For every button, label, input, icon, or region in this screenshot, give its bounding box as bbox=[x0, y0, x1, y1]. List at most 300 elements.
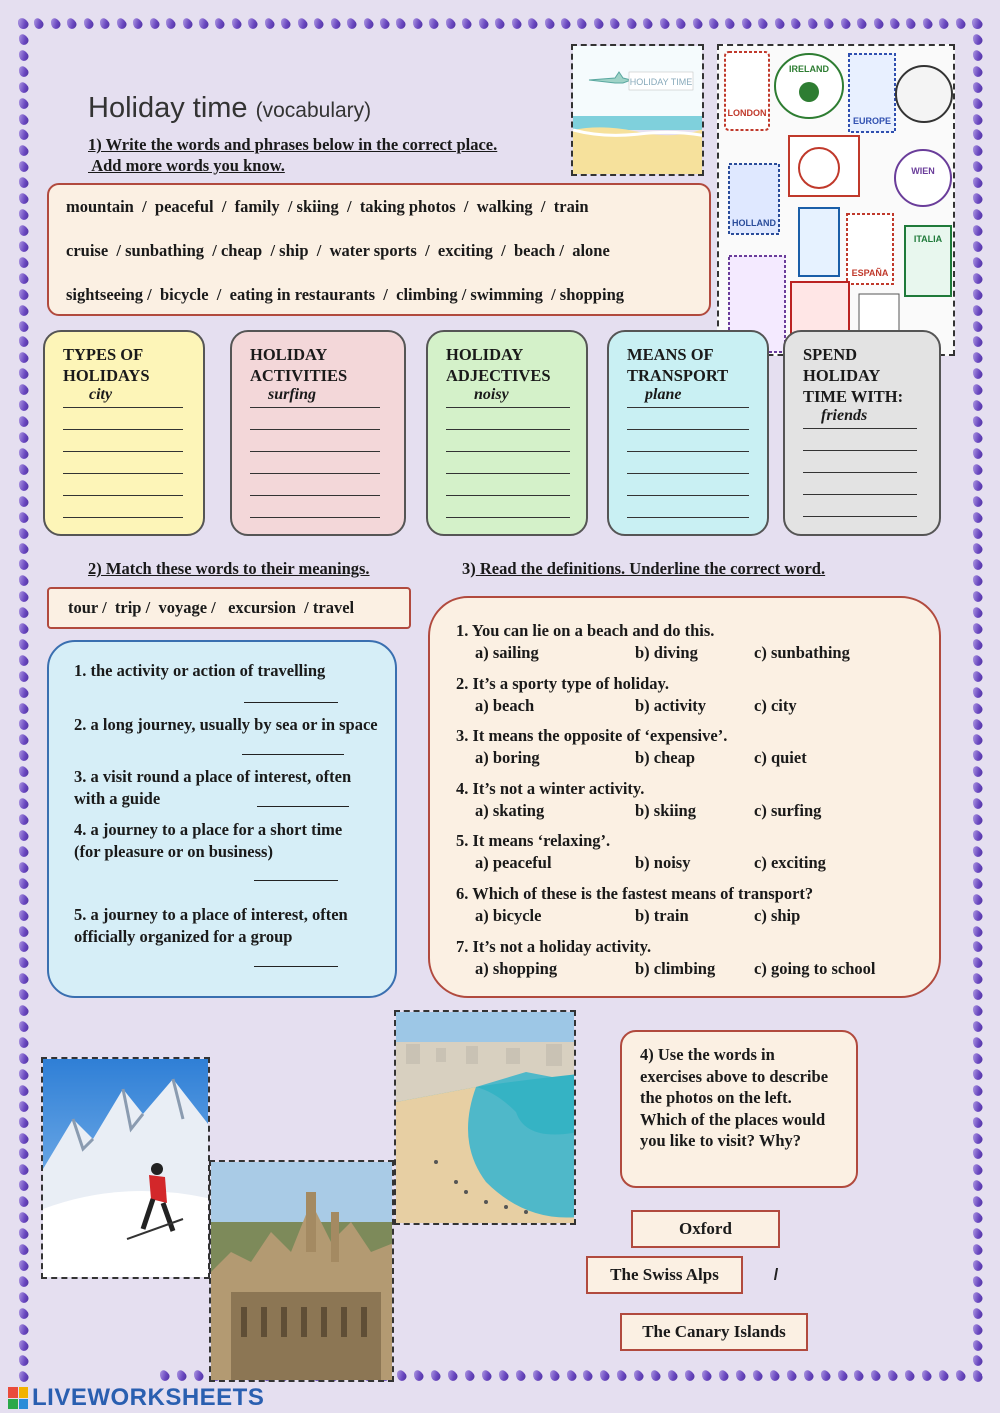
heart-border-icon bbox=[970, 271, 983, 285]
answer-blank[interactable] bbox=[242, 754, 344, 755]
heart-border-icon bbox=[970, 988, 983, 1002]
heart-border-icon bbox=[16, 399, 29, 413]
svg-text:ITALIA: ITALIA bbox=[913, 234, 943, 244]
heart-border-icon bbox=[564, 1368, 577, 1382]
example-answer: plane bbox=[627, 386, 749, 408]
heart-border-icon bbox=[970, 637, 983, 651]
heart-border-icon bbox=[16, 335, 29, 349]
heart-border-icon bbox=[970, 1163, 983, 1177]
option-c[interactable]: c) sunbathing bbox=[754, 642, 850, 662]
heart-border-icon bbox=[49, 16, 62, 30]
heart-border-icon bbox=[970, 303, 983, 317]
option-c[interactable]: c) quiet bbox=[754, 747, 807, 767]
heart-border-icon bbox=[16, 32, 29, 46]
definitions-box bbox=[47, 640, 397, 998]
answer-blank[interactable] bbox=[244, 702, 338, 703]
multiple-choice-box bbox=[428, 596, 941, 998]
option-b[interactable]: b) diving bbox=[635, 642, 698, 662]
option-c[interactable]: c) exciting bbox=[754, 852, 826, 872]
heart-border-icon bbox=[16, 1035, 29, 1049]
question-text: 3. It means the opposite of ‘expensive’. bbox=[456, 726, 728, 745]
definition-4: 4. a journey to a place for a short time (for pleasure or on business) bbox=[74, 820, 343, 861]
heart-border-icon bbox=[970, 383, 983, 397]
heart-border-icon bbox=[497, 1368, 510, 1382]
example-answer: city bbox=[63, 386, 183, 408]
heart-border-icon bbox=[16, 80, 29, 94]
heart-border-icon bbox=[16, 1004, 29, 1018]
answer-line[interactable] bbox=[803, 451, 917, 473]
heart-border-icon bbox=[970, 1306, 983, 1320]
heart-border-icon bbox=[192, 1368, 205, 1382]
category-spend-holiday-time-with: SPEND HOLIDAY TIME WITH: friends bbox=[783, 330, 941, 536]
heart-border-icon bbox=[970, 1083, 983, 1097]
heart-border-icon bbox=[164, 16, 177, 30]
heart-border-icon bbox=[970, 319, 983, 333]
option-a[interactable]: a) beach bbox=[475, 695, 535, 715]
heart-border-icon bbox=[16, 622, 29, 636]
svg-text:HOLLAND: HOLLAND bbox=[732, 218, 776, 228]
heart-border-icon bbox=[970, 1195, 983, 1209]
heart-border-icon bbox=[16, 717, 29, 731]
question-1 bbox=[456, 620, 850, 663]
heart-border-icon bbox=[16, 908, 29, 922]
heart-border-icon bbox=[970, 669, 983, 683]
heart-border-icon bbox=[16, 526, 29, 540]
heart-border-icon bbox=[970, 590, 983, 604]
option-c[interactable]: c) surfing bbox=[754, 800, 822, 820]
answer-line[interactable] bbox=[627, 496, 749, 518]
heart-border-icon bbox=[822, 16, 835, 30]
heart-border-icon bbox=[16, 208, 29, 222]
question-text: 6. Which of these is the fastest means of transport? bbox=[456, 884, 814, 903]
heart-border-icon bbox=[16, 271, 29, 285]
match-words-box: tour / trip / voyage / excursion / travel bbox=[47, 587, 411, 629]
heart-border-icon bbox=[575, 16, 588, 30]
heart-border-icon bbox=[954, 16, 967, 30]
heart-border-icon bbox=[197, 16, 210, 30]
option-c[interactable]: c) ship bbox=[754, 905, 801, 925]
answer-line[interactable] bbox=[627, 452, 749, 474]
heart-border-icon bbox=[970, 829, 983, 843]
heart-border-icon bbox=[16, 223, 29, 237]
category-means-of-transport: MEANS OF TRANSPORT plane bbox=[607, 330, 769, 536]
heart-border-icon bbox=[16, 1147, 29, 1161]
heart-border-icon bbox=[970, 287, 983, 301]
heart-border-icon bbox=[16, 876, 29, 890]
svg-text:LONDON: LONDON bbox=[727, 108, 767, 118]
heart-border-icon bbox=[649, 1368, 662, 1382]
answer-line[interactable] bbox=[250, 430, 380, 452]
answer-line[interactable] bbox=[63, 408, 183, 430]
heart-border-icon bbox=[16, 1338, 29, 1352]
option-b[interactable]: b) activity bbox=[635, 695, 707, 715]
heart-border-icon bbox=[818, 1368, 831, 1382]
option-c[interactable]: c) going to school bbox=[754, 958, 876, 978]
heart-border-icon bbox=[970, 144, 983, 158]
option-b[interactable]: b) cheap bbox=[635, 747, 696, 767]
heart-border-icon bbox=[756, 16, 769, 30]
heart-border-icon bbox=[16, 924, 29, 938]
heart-border-icon bbox=[16, 892, 29, 906]
heart-border-icon bbox=[16, 733, 29, 747]
heart-border-icon bbox=[871, 16, 884, 30]
heart-border-icon bbox=[328, 16, 341, 30]
answer-blank[interactable] bbox=[254, 966, 338, 967]
heart-border-icon bbox=[970, 80, 983, 94]
heart-border-icon bbox=[16, 1195, 29, 1209]
answer-line[interactable] bbox=[446, 430, 570, 452]
answer-line[interactable] bbox=[250, 474, 380, 496]
heart-border-icon bbox=[16, 112, 29, 126]
liveworksheets-logo-icon bbox=[8, 1387, 28, 1409]
heart-border-icon bbox=[147, 16, 160, 30]
heart-border-icon bbox=[16, 192, 29, 206]
heart-border-icon bbox=[970, 701, 983, 715]
heart-border-icon bbox=[16, 765, 29, 779]
heart-border-icon bbox=[970, 1370, 983, 1383]
stamps-collage-image bbox=[717, 44, 955, 356]
heart-border-icon bbox=[740, 16, 753, 30]
heart-border-icon bbox=[785, 1368, 798, 1382]
heart-border-icon bbox=[970, 64, 983, 78]
canary-islands-beach-photo bbox=[394, 1010, 576, 1225]
heart-border-icon bbox=[477, 16, 490, 30]
heart-border-icon bbox=[16, 669, 29, 683]
heart-border-icon bbox=[16, 558, 29, 572]
heart-border-icon bbox=[514, 1368, 527, 1382]
question-text: 7. It’s not a holiday activity. bbox=[456, 937, 652, 956]
option-b[interactable]: b) skiing bbox=[635, 800, 696, 820]
heart-border-icon bbox=[526, 16, 539, 30]
heart-border-icon bbox=[904, 16, 917, 30]
heart-border-icon bbox=[32, 16, 45, 30]
answer-line[interactable] bbox=[446, 474, 570, 496]
heart-border-icon bbox=[16, 1370, 29, 1383]
heart-border-icon bbox=[16, 510, 29, 524]
heart-border-icon bbox=[16, 972, 29, 986]
heart-border-icon bbox=[16, 940, 29, 954]
heart-border-icon bbox=[429, 1368, 442, 1382]
heart-border-icon bbox=[970, 399, 983, 413]
heart-border-icon bbox=[903, 1368, 916, 1382]
heart-border-icon bbox=[839, 16, 852, 30]
heart-border-icon bbox=[16, 1115, 29, 1129]
answer-line[interactable] bbox=[63, 430, 183, 452]
heart-border-icon bbox=[970, 606, 983, 620]
heart-border-icon bbox=[16, 1131, 29, 1145]
heart-border-icon bbox=[463, 1368, 476, 1382]
heart-border-icon bbox=[460, 16, 473, 30]
heart-border-icon bbox=[16, 1211, 29, 1225]
option-b[interactable]: b) noisy bbox=[635, 852, 691, 872]
heart-border-icon bbox=[970, 860, 983, 874]
heart-border-icon bbox=[16, 1242, 29, 1256]
heart-border-icon bbox=[16, 1258, 29, 1272]
heart-border-icon bbox=[683, 1368, 696, 1382]
answer-line[interactable] bbox=[63, 452, 183, 474]
answer-line[interactable] bbox=[63, 496, 183, 518]
option-a[interactable]: a) sailing bbox=[475, 642, 539, 662]
option-a[interactable]: a) peaceful bbox=[475, 852, 552, 872]
heart-border-icon bbox=[970, 1147, 983, 1161]
heart-border-icon bbox=[444, 16, 457, 30]
heart-border-icon bbox=[806, 16, 819, 30]
heart-border-icon bbox=[970, 781, 983, 795]
heart-border-icon bbox=[16, 494, 29, 508]
option-a[interactable]: a) shopping bbox=[475, 958, 558, 978]
heart-border-icon bbox=[970, 415, 983, 429]
heart-border-icon bbox=[970, 542, 983, 556]
heart-border-icon bbox=[16, 48, 29, 62]
heart-border-icon bbox=[970, 765, 983, 779]
heart-border-icon bbox=[970, 797, 983, 811]
heart-border-icon bbox=[160, 1368, 171, 1382]
heart-border-icon bbox=[886, 1368, 899, 1382]
svg-text:EUROPE: EUROPE bbox=[852, 116, 892, 126]
heart-border-icon bbox=[530, 1368, 543, 1382]
option-a[interactable]: a) bicycle bbox=[475, 905, 542, 925]
heart-border-icon bbox=[937, 16, 950, 30]
heart-border-icon bbox=[16, 1020, 29, 1034]
heart-border-icon bbox=[970, 876, 983, 890]
heart-border-icon bbox=[674, 16, 687, 30]
heart-border-icon bbox=[16, 1067, 29, 1081]
heart-border-icon bbox=[888, 16, 901, 30]
heart-border-icon bbox=[16, 415, 29, 429]
heart-border-icon bbox=[131, 16, 144, 30]
small-mark bbox=[774, 1268, 780, 1280]
heart-border-icon bbox=[175, 1368, 188, 1382]
heart-border-icon bbox=[970, 239, 983, 253]
heart-border-icon bbox=[970, 32, 983, 46]
answer-line[interactable] bbox=[250, 408, 380, 430]
heart-border-icon bbox=[361, 16, 374, 30]
holiday-time-banner-image bbox=[571, 44, 704, 176]
heart-border-icon bbox=[180, 16, 193, 30]
definition-2: 2. a long journey, usually by sea or in space bbox=[74, 715, 378, 734]
heart-border-icon bbox=[263, 16, 276, 30]
heart-border-icon bbox=[16, 956, 29, 970]
svg-text:HOLIDAY TIME: HOLIDAY TIME bbox=[629, 77, 693, 87]
heart-border-icon bbox=[970, 1322, 983, 1336]
example-answer: noisy bbox=[446, 386, 570, 408]
heart-border-icon bbox=[412, 1368, 425, 1382]
heart-border-icon bbox=[970, 351, 983, 365]
definition-5: 5. a journey to a place of interest, often officially organized for a group bbox=[74, 905, 348, 946]
example-answer: friends bbox=[803, 407, 917, 429]
heart-border-icon bbox=[16, 239, 29, 253]
heart-border-icon bbox=[16, 367, 29, 381]
heart-border-icon bbox=[970, 335, 983, 349]
liveworksheets-logo: LIVEWORKSHEETS bbox=[8, 1384, 264, 1412]
heart-border-icon bbox=[16, 781, 29, 795]
heart-border-icon bbox=[970, 223, 983, 237]
heart-border-icon bbox=[970, 510, 983, 524]
heart-border-icon bbox=[16, 128, 29, 142]
heart-border-icon bbox=[751, 1368, 764, 1382]
instruction-3: 3) Read the definitions. Underline the correct word. bbox=[462, 559, 826, 578]
heart-border-icon bbox=[707, 16, 720, 30]
heart-border-icon bbox=[723, 16, 736, 30]
heart-border-icon bbox=[16, 351, 29, 365]
heart-border-icon bbox=[98, 16, 111, 30]
heart-border-icon bbox=[509, 16, 522, 30]
question-5 bbox=[456, 830, 826, 873]
answer-line[interactable] bbox=[63, 474, 183, 496]
heart-border-icon bbox=[970, 1258, 983, 1272]
heart-border-icon bbox=[312, 16, 325, 30]
heart-border-icon bbox=[970, 18, 983, 31]
heart-border-icon bbox=[16, 319, 29, 333]
option-a[interactable]: a) skating bbox=[475, 800, 545, 820]
heart-border-icon bbox=[16, 797, 29, 811]
heart-border-icon bbox=[16, 1306, 29, 1320]
heart-border-icon bbox=[970, 924, 983, 938]
heart-border-icon bbox=[16, 1163, 29, 1177]
question-text: 5. It means ‘relaxing’. bbox=[456, 831, 611, 850]
heart-border-icon bbox=[16, 637, 29, 651]
answer-line[interactable] bbox=[446, 408, 570, 430]
option-c[interactable]: c) city bbox=[754, 695, 797, 715]
heart-border-icon bbox=[16, 829, 29, 843]
heart-border-icon bbox=[16, 1322, 29, 1336]
category-types-of-holidays: TYPES OF HOLIDAYS city bbox=[43, 330, 205, 536]
heart-border-icon bbox=[970, 1020, 983, 1034]
answer-line[interactable] bbox=[627, 408, 749, 430]
heart-border-icon bbox=[16, 430, 29, 444]
place-label-oxford: Oxford bbox=[631, 1210, 780, 1248]
heart-border-icon bbox=[608, 16, 621, 30]
heart-border-icon bbox=[16, 813, 29, 827]
heart-border-icon bbox=[789, 16, 802, 30]
heart-border-icon bbox=[625, 16, 638, 30]
heart-border-icon bbox=[16, 1274, 29, 1288]
heart-border-icon bbox=[279, 16, 292, 30]
heart-border-icon bbox=[970, 1115, 983, 1129]
border-left bbox=[14, 18, 32, 1383]
heart-border-icon bbox=[16, 844, 29, 858]
answer-line[interactable] bbox=[446, 452, 570, 474]
heart-border-icon bbox=[970, 176, 983, 190]
heart-border-icon bbox=[768, 1368, 781, 1382]
heart-border-icon bbox=[115, 16, 128, 30]
page-title: Holiday time (vocabulary) bbox=[88, 92, 372, 124]
heart-border-icon bbox=[970, 1274, 983, 1288]
heart-border-icon bbox=[296, 16, 309, 30]
heart-border-icon bbox=[937, 1368, 950, 1382]
heart-border-icon bbox=[394, 16, 407, 30]
heart-border-icon bbox=[970, 717, 983, 731]
answer-line[interactable] bbox=[627, 474, 749, 496]
heart-border-icon bbox=[970, 1035, 983, 1049]
answer-line[interactable] bbox=[446, 496, 570, 518]
instruction-2: 2) Match these words to their meanings. bbox=[88, 559, 370, 578]
heart-border-icon bbox=[16, 1227, 29, 1241]
heart-border-icon bbox=[16, 590, 29, 604]
category-holiday-activities: HOLIDAY ACTIVITIES surfing bbox=[230, 330, 406, 536]
svg-text:ESPAÑA: ESPAÑA bbox=[851, 268, 889, 278]
heart-border-icon bbox=[16, 1051, 29, 1065]
heart-border-icon bbox=[16, 1083, 29, 1097]
heart-border-icon bbox=[690, 16, 703, 30]
instruction-1: 1) Write the words and phrases below in the correct place. Add more words you know. bbox=[88, 135, 498, 175]
heart-border-icon bbox=[547, 1368, 560, 1382]
heart-border-icon bbox=[970, 1227, 983, 1241]
heart-border-icon bbox=[493, 16, 506, 30]
heart-border-icon bbox=[835, 1368, 848, 1382]
answer-line[interactable] bbox=[250, 452, 380, 474]
heart-border-icon bbox=[16, 160, 29, 174]
heart-border-icon bbox=[632, 1368, 645, 1382]
heart-border-icon bbox=[16, 176, 29, 190]
heart-border-icon bbox=[970, 128, 983, 142]
heart-border-icon bbox=[970, 430, 983, 444]
heart-border-icon bbox=[16, 653, 29, 667]
heart-border-icon bbox=[542, 16, 555, 30]
answer-line[interactable] bbox=[803, 473, 917, 495]
answer-line[interactable] bbox=[803, 429, 917, 451]
heart-border-icon bbox=[970, 208, 983, 222]
border-right bbox=[968, 18, 986, 1383]
answer-blank[interactable] bbox=[254, 880, 338, 881]
heart-border-icon bbox=[615, 1368, 628, 1382]
heart-border-icon bbox=[970, 478, 983, 492]
svg-text:WIEN: WIEN bbox=[911, 166, 935, 176]
option-b[interactable]: b) train bbox=[635, 905, 689, 925]
answer-line[interactable] bbox=[627, 430, 749, 452]
oxford-photo bbox=[209, 1160, 394, 1382]
heart-border-icon bbox=[16, 988, 29, 1002]
heart-border-icon bbox=[598, 1368, 611, 1382]
answer-line[interactable] bbox=[803, 495, 917, 517]
heart-border-icon bbox=[480, 1368, 493, 1382]
question-4 bbox=[456, 778, 821, 821]
heart-border-icon bbox=[16, 255, 29, 269]
heart-border-icon bbox=[970, 1242, 983, 1256]
heart-border-icon bbox=[411, 16, 424, 30]
heart-border-icon bbox=[954, 1368, 967, 1382]
exercise-4-box: 4) Use the words in exercises above to describe the photos on the left. Which of the places would you like to visit? Why? bbox=[620, 1030, 858, 1188]
option-a[interactable]: a) boring bbox=[475, 747, 540, 767]
heart-border-icon bbox=[801, 1368, 814, 1382]
heart-border-icon bbox=[970, 1179, 983, 1193]
question-2 bbox=[456, 673, 797, 716]
heart-border-icon bbox=[970, 685, 983, 699]
svg-text:IRELAND: IRELAND bbox=[789, 64, 829, 74]
definition-3: 3. a visit round a place of interest, often with a guide bbox=[74, 767, 352, 808]
heart-border-icon bbox=[970, 733, 983, 747]
heart-border-icon bbox=[970, 574, 983, 588]
example-answer: surfing bbox=[250, 386, 380, 408]
question-text: 4. It’s not a winter activity. bbox=[456, 779, 645, 798]
heart-border-icon bbox=[970, 494, 983, 508]
heart-border-icon bbox=[970, 1354, 983, 1368]
heart-border-icon bbox=[213, 16, 226, 30]
question-text: 2. It’s a sporty type of holiday. bbox=[456, 674, 669, 693]
heart-border-icon bbox=[16, 606, 29, 620]
heart-border-icon bbox=[970, 1338, 983, 1352]
answer-line[interactable] bbox=[250, 496, 380, 518]
heart-border-icon bbox=[700, 1368, 713, 1382]
heart-border-icon bbox=[970, 1211, 983, 1225]
heart-border-icon bbox=[16, 383, 29, 397]
heart-border-icon bbox=[869, 1368, 882, 1382]
heart-border-icon bbox=[16, 701, 29, 715]
answer-blank[interactable] bbox=[257, 806, 349, 807]
heart-border-icon bbox=[970, 160, 983, 174]
option-b[interactable]: b) climbing bbox=[635, 958, 716, 978]
heart-border-icon bbox=[970, 446, 983, 460]
